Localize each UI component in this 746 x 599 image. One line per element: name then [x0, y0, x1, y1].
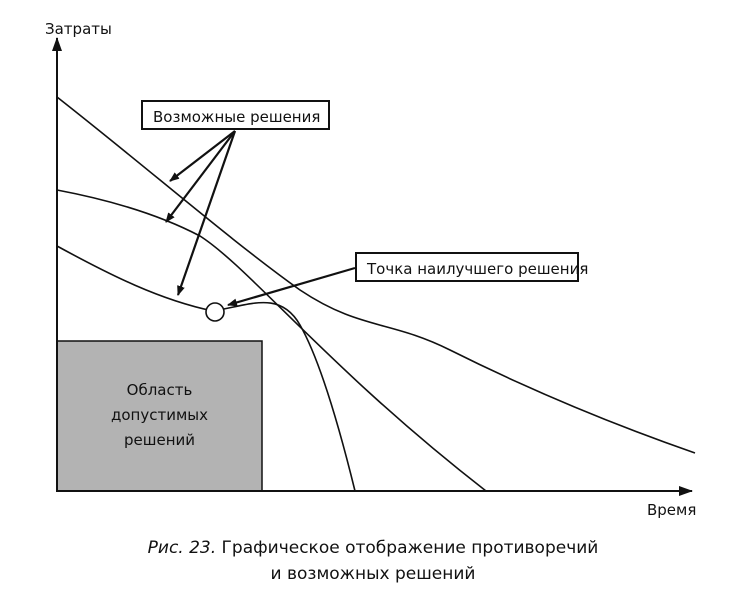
- feasible-area-label-line1: Область: [126, 381, 193, 399]
- feasible-area-label-line2: допустимых: [110, 406, 208, 424]
- arrow-to-best-point: [228, 268, 355, 305]
- caption-line2: и возможных решений: [270, 564, 476, 584]
- feasible-area-label: [57, 378, 262, 453]
- best-point-callout: Точка наилучшего решения: [355, 252, 579, 282]
- figure-caption: [0, 535, 746, 587]
- arrow-to-lower-curve: [178, 131, 235, 295]
- y-axis-label: Затраты: [45, 20, 112, 38]
- x-axis-label: Время: [647, 501, 697, 519]
- possible-solutions-callout: Возможные решения: [141, 100, 330, 130]
- feasible-area-label-line3: решений: [123, 431, 195, 449]
- caption-line1: Графическое отображение противоречий: [221, 538, 599, 558]
- figure-number: Рис. 23.: [147, 538, 222, 558]
- best-solution-point: [206, 303, 224, 321]
